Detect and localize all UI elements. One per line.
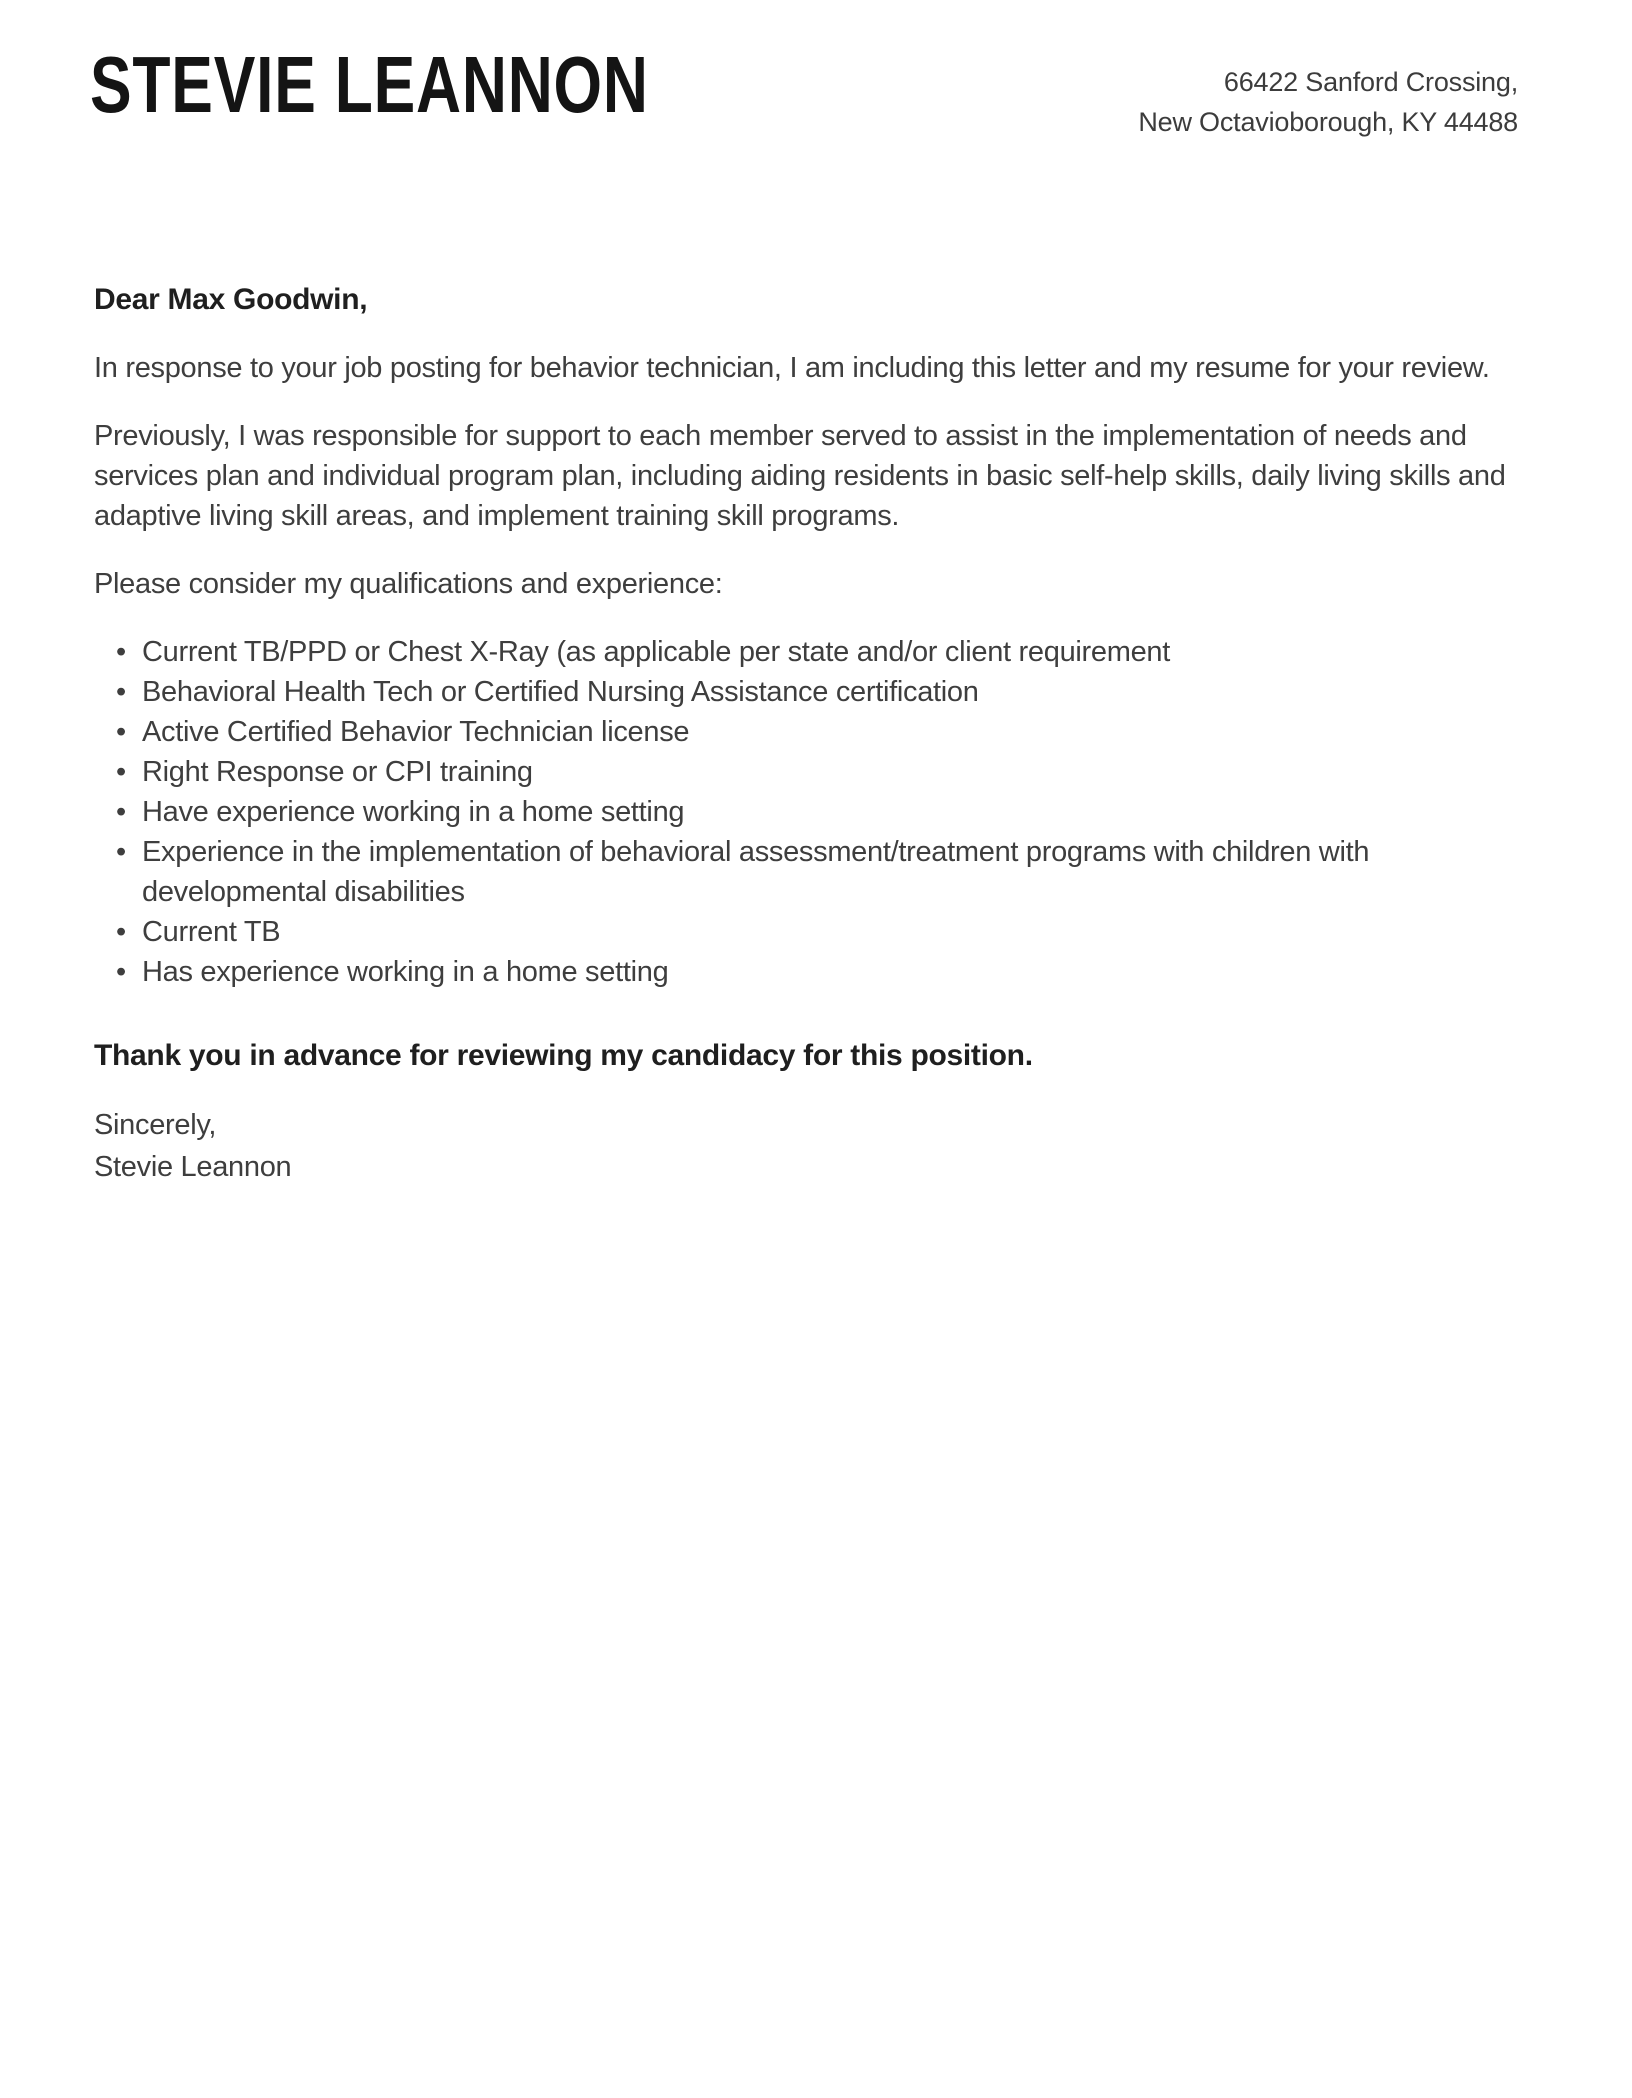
bullet-icon: • [116, 796, 126, 828]
greeting: Dear Max Goodwin, [94, 283, 368, 316]
letter-body [94, 280, 1552, 1188]
qualification-text: Current TB/PPD or Chest X-Ray (as applicable per state and/or client requirement [142, 636, 1171, 668]
address-line-1: 66422 Sanford Crossing, [1223, 67, 1518, 97]
paragraph-experience: Previously, I was responsible for support to each member served to assist in the implementation of needs and services plan and individual program plan, including aiding residents in basic self-help skills, daily living skills and adaptive living skill areas, and implement training skill programs. [94, 420, 1506, 532]
applicant-address [1138, 62, 1518, 142]
letter-header [90, 40, 1552, 142]
address-line-2: New Octavioborough, KY 44488 [1138, 107, 1518, 137]
qualification-item [94, 632, 1552, 672]
signature-block [94, 1104, 1552, 1188]
qualification-item [94, 912, 1552, 952]
qualification-text: Have experience working in a home setting [142, 796, 685, 828]
qualification-text: Experience in the implementation of behavioral assessment/treatment programs with children with developmental disabilities [142, 836, 1370, 908]
qualification-text: Active Certified Behavior Technician license [142, 716, 690, 748]
bullet-icon: • [116, 676, 126, 708]
qualification-item [94, 752, 1552, 792]
bullet-icon: • [116, 956, 126, 988]
bullet-icon: • [116, 756, 126, 788]
bullet-icon: • [116, 916, 126, 948]
qualification-item [94, 712, 1552, 752]
qualification-item [94, 952, 1552, 992]
qualification-item [94, 672, 1552, 712]
qualification-item [94, 832, 1552, 912]
bullet-icon: • [116, 716, 126, 748]
qualification-text: Behavioral Health Tech or Certified Nursing Assistance certification [142, 676, 979, 708]
qualification-text: Has experience working in a home setting [142, 956, 669, 988]
signature-name: Stevie Leannon [94, 1151, 292, 1183]
bullet-icon: • [116, 636, 126, 668]
thanks-line: Thank you in advance for reviewing my candidacy for this position. [94, 1039, 1033, 1072]
qualification-item [94, 792, 1552, 832]
qualifications-list [94, 632, 1552, 992]
qualification-text: Current TB [142, 916, 281, 948]
paragraph-intro: In response to your job posting for behavior technician, I am including this letter and my resume for your review. [94, 352, 1490, 384]
closing-word: Sincerely, [94, 1109, 217, 1141]
qualification-text: Right Response or CPI training [142, 756, 533, 788]
bullet-icon: • [116, 836, 126, 868]
paragraph-qualifications-lead: Please consider my qualifications and experience: [94, 568, 723, 600]
applicant-name: STEVIE LEANNON [90, 40, 649, 129]
